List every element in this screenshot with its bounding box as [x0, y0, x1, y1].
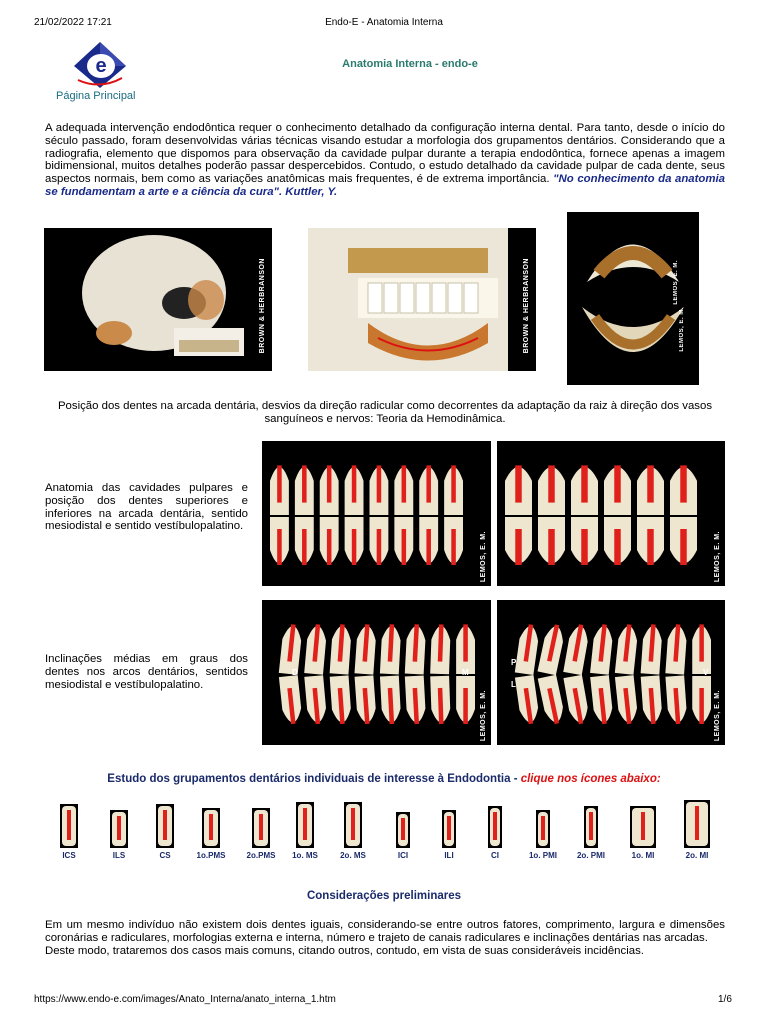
inclinations-text: Inclinações médias em graus dos dentes nos arcos dentários, sentidos mesiodistal e vestíbulopalatino.	[45, 653, 248, 691]
tooth-label[interactable]: ICS	[62, 851, 76, 860]
home-link[interactable]: Página Principal	[56, 90, 136, 102]
tooth-icon-ici[interactable]	[396, 812, 410, 848]
positions-caption: Posição dos dentes na arcada dentária, desvios da direção radicular como decorrentes da adaptação da raiz à direção dos vasos sanguíneos e nervos: Teoria da Hemodinâmica.	[57, 400, 713, 425]
tooth-icon-2o-mi[interactable]	[684, 800, 710, 848]
considerations-p1: Em um mesmo indivíduo não existem dois dentes iguais, considerando-se entre outros fatores, comprimento, largura e dimensões coronárias e radiculares, morfologias externa e interna, número e trajeto de canais radiculares e inclinações dentárias nas arcadas.	[45, 919, 725, 944]
considerations-p2: Deste modo, trataremos dos casos mais comuns, citando outros, contudo, em vista de suas consideráveis incidências.	[45, 944, 644, 957]
tooth-icon-cs[interactable]	[156, 804, 174, 848]
svg-text:e: e	[95, 55, 107, 77]
tooth-label[interactable]: 2o. MI	[685, 851, 709, 860]
tooth-label[interactable]: CS	[159, 851, 171, 860]
dental-arches-image	[567, 212, 699, 385]
tooth-label[interactable]: CI	[491, 851, 499, 860]
tooth-icon-1o-ms[interactable]	[296, 802, 314, 848]
tooth-icon-ics[interactable]	[60, 804, 78, 848]
tooth-icon-2o-ms[interactable]	[344, 802, 362, 848]
study-heading	[20, 773, 748, 785]
tooth-icon-1o-mi[interactable]	[630, 806, 656, 848]
print-page-number: 1/6	[718, 994, 732, 1005]
tooth-label[interactable]: 2o. PMI	[576, 851, 605, 860]
tooth-label[interactable]: 1o. MS	[292, 851, 318, 860]
stamp-lemos-upper: LEMOS, E. M.	[673, 260, 679, 305]
stamp-lemos-3: LEMOS, E. M.	[480, 690, 487, 742]
label-distal: D	[292, 668, 298, 677]
print-datetime: 21/02/2022 17:21	[34, 17, 112, 28]
tooth-icon-ili[interactable]	[442, 810, 456, 848]
stamp-lemos-1: LEMOS, E. M.	[480, 531, 487, 583]
study-hint: clique nos ícones abaixo:	[520, 773, 661, 785]
endo-e-logo-icon[interactable]	[72, 40, 128, 90]
upper-lower-teeth-image-1	[262, 441, 491, 586]
label-palatal: P	[511, 658, 517, 667]
tooth-label[interactable]: ILI	[444, 851, 454, 860]
study-title: Estudo dos grupamentos dentários individuais de interesse à Endodontia -	[107, 773, 521, 785]
tooth-label[interactable]: 1o. MI	[631, 851, 655, 860]
anatomy-text: Anatomia das cavidades pulpares e posição dos dentes superiores e inferiores na arcada dentária, sentido mesiodistal e sentido vestíbulopalatino.	[45, 482, 248, 533]
label-mesial: M	[462, 668, 469, 677]
tooth-label[interactable]: 1o. PMI	[528, 851, 557, 860]
tooth-icon-ci[interactable]	[488, 806, 502, 848]
page-title: Anatomia Interna - endo-e	[342, 58, 478, 70]
tooth-icon-ils[interactable]	[110, 810, 128, 848]
print-url: https://www.endo-e.com/images/Anato_Interna/anato_interna_1.htm	[34, 994, 336, 1005]
tooth-label[interactable]: 2o.PMS	[246, 851, 276, 860]
jaw-cutaway-image	[308, 228, 536, 371]
print-title: Endo-E - Anatomia Interna	[325, 17, 443, 28]
stamp-lemos-2: LEMOS, E. M.	[714, 531, 721, 583]
skull-side-image	[44, 228, 272, 371]
inclination-teeth-image-2	[497, 600, 725, 745]
stamp-lemos-4: LEMOS, E. M.	[714, 690, 721, 742]
stamp-brown-herbranson: BROWN & HERBRANSON	[259, 258, 266, 354]
tooth-label[interactable]: 2o. MS	[340, 851, 366, 860]
label-lingual: L	[511, 680, 516, 689]
upper-lower-teeth-image-2	[497, 441, 725, 586]
tooth-icon-1o-pmi[interactable]	[536, 810, 550, 848]
tooth-label[interactable]: 1o.PMS	[196, 851, 226, 860]
tooth-icon-2o-pmi[interactable]	[584, 806, 598, 848]
label-vestibular: V	[703, 668, 709, 677]
intro-text: A adequada intervenção endodôntica requer o conhecimento detalhado da configuração interna dental. Para tanto, desde o início do século passado, foram desenvolvidas várias técnicas visando estudar a morfologia dos grupamentos dentários. Considerando que a radiografia, elemento que dispomos para observação da cavidade pulpar durante a terapia endodôntica, fornece apenas a imagem bidimensional, muitos detalhes poderão passar despercebidos. Contudo, o estudo detalhado da cavidade pulpar de cada dente, seus aspectos normais, bem como as variações anatômicas mais frequentes, é de extrema importância.	[45, 122, 725, 186]
intro-paragraph	[45, 122, 725, 199]
tooth-label[interactable]: ILS	[112, 851, 126, 860]
stamp-lemos-lower: LEMOS, E. M.	[679, 307, 685, 352]
considerations-title: Considerações preliminares	[306, 890, 462, 902]
considerations-paragraph	[45, 919, 725, 957]
tooth-icon-1o-pms[interactable]	[202, 808, 220, 848]
inclination-teeth-image-1	[262, 600, 491, 745]
tooth-label[interactable]: ICI	[397, 851, 409, 860]
stamp-brown-herbranson-2: BROWN & HERBRANSON	[523, 258, 530, 354]
intro-quote: "No conhecimento da anatomia se fundamentam a arte e a ciência da cura". Kuttler, Y.	[45, 173, 726, 198]
tooth-icon-2o-pms[interactable]	[252, 808, 270, 848]
